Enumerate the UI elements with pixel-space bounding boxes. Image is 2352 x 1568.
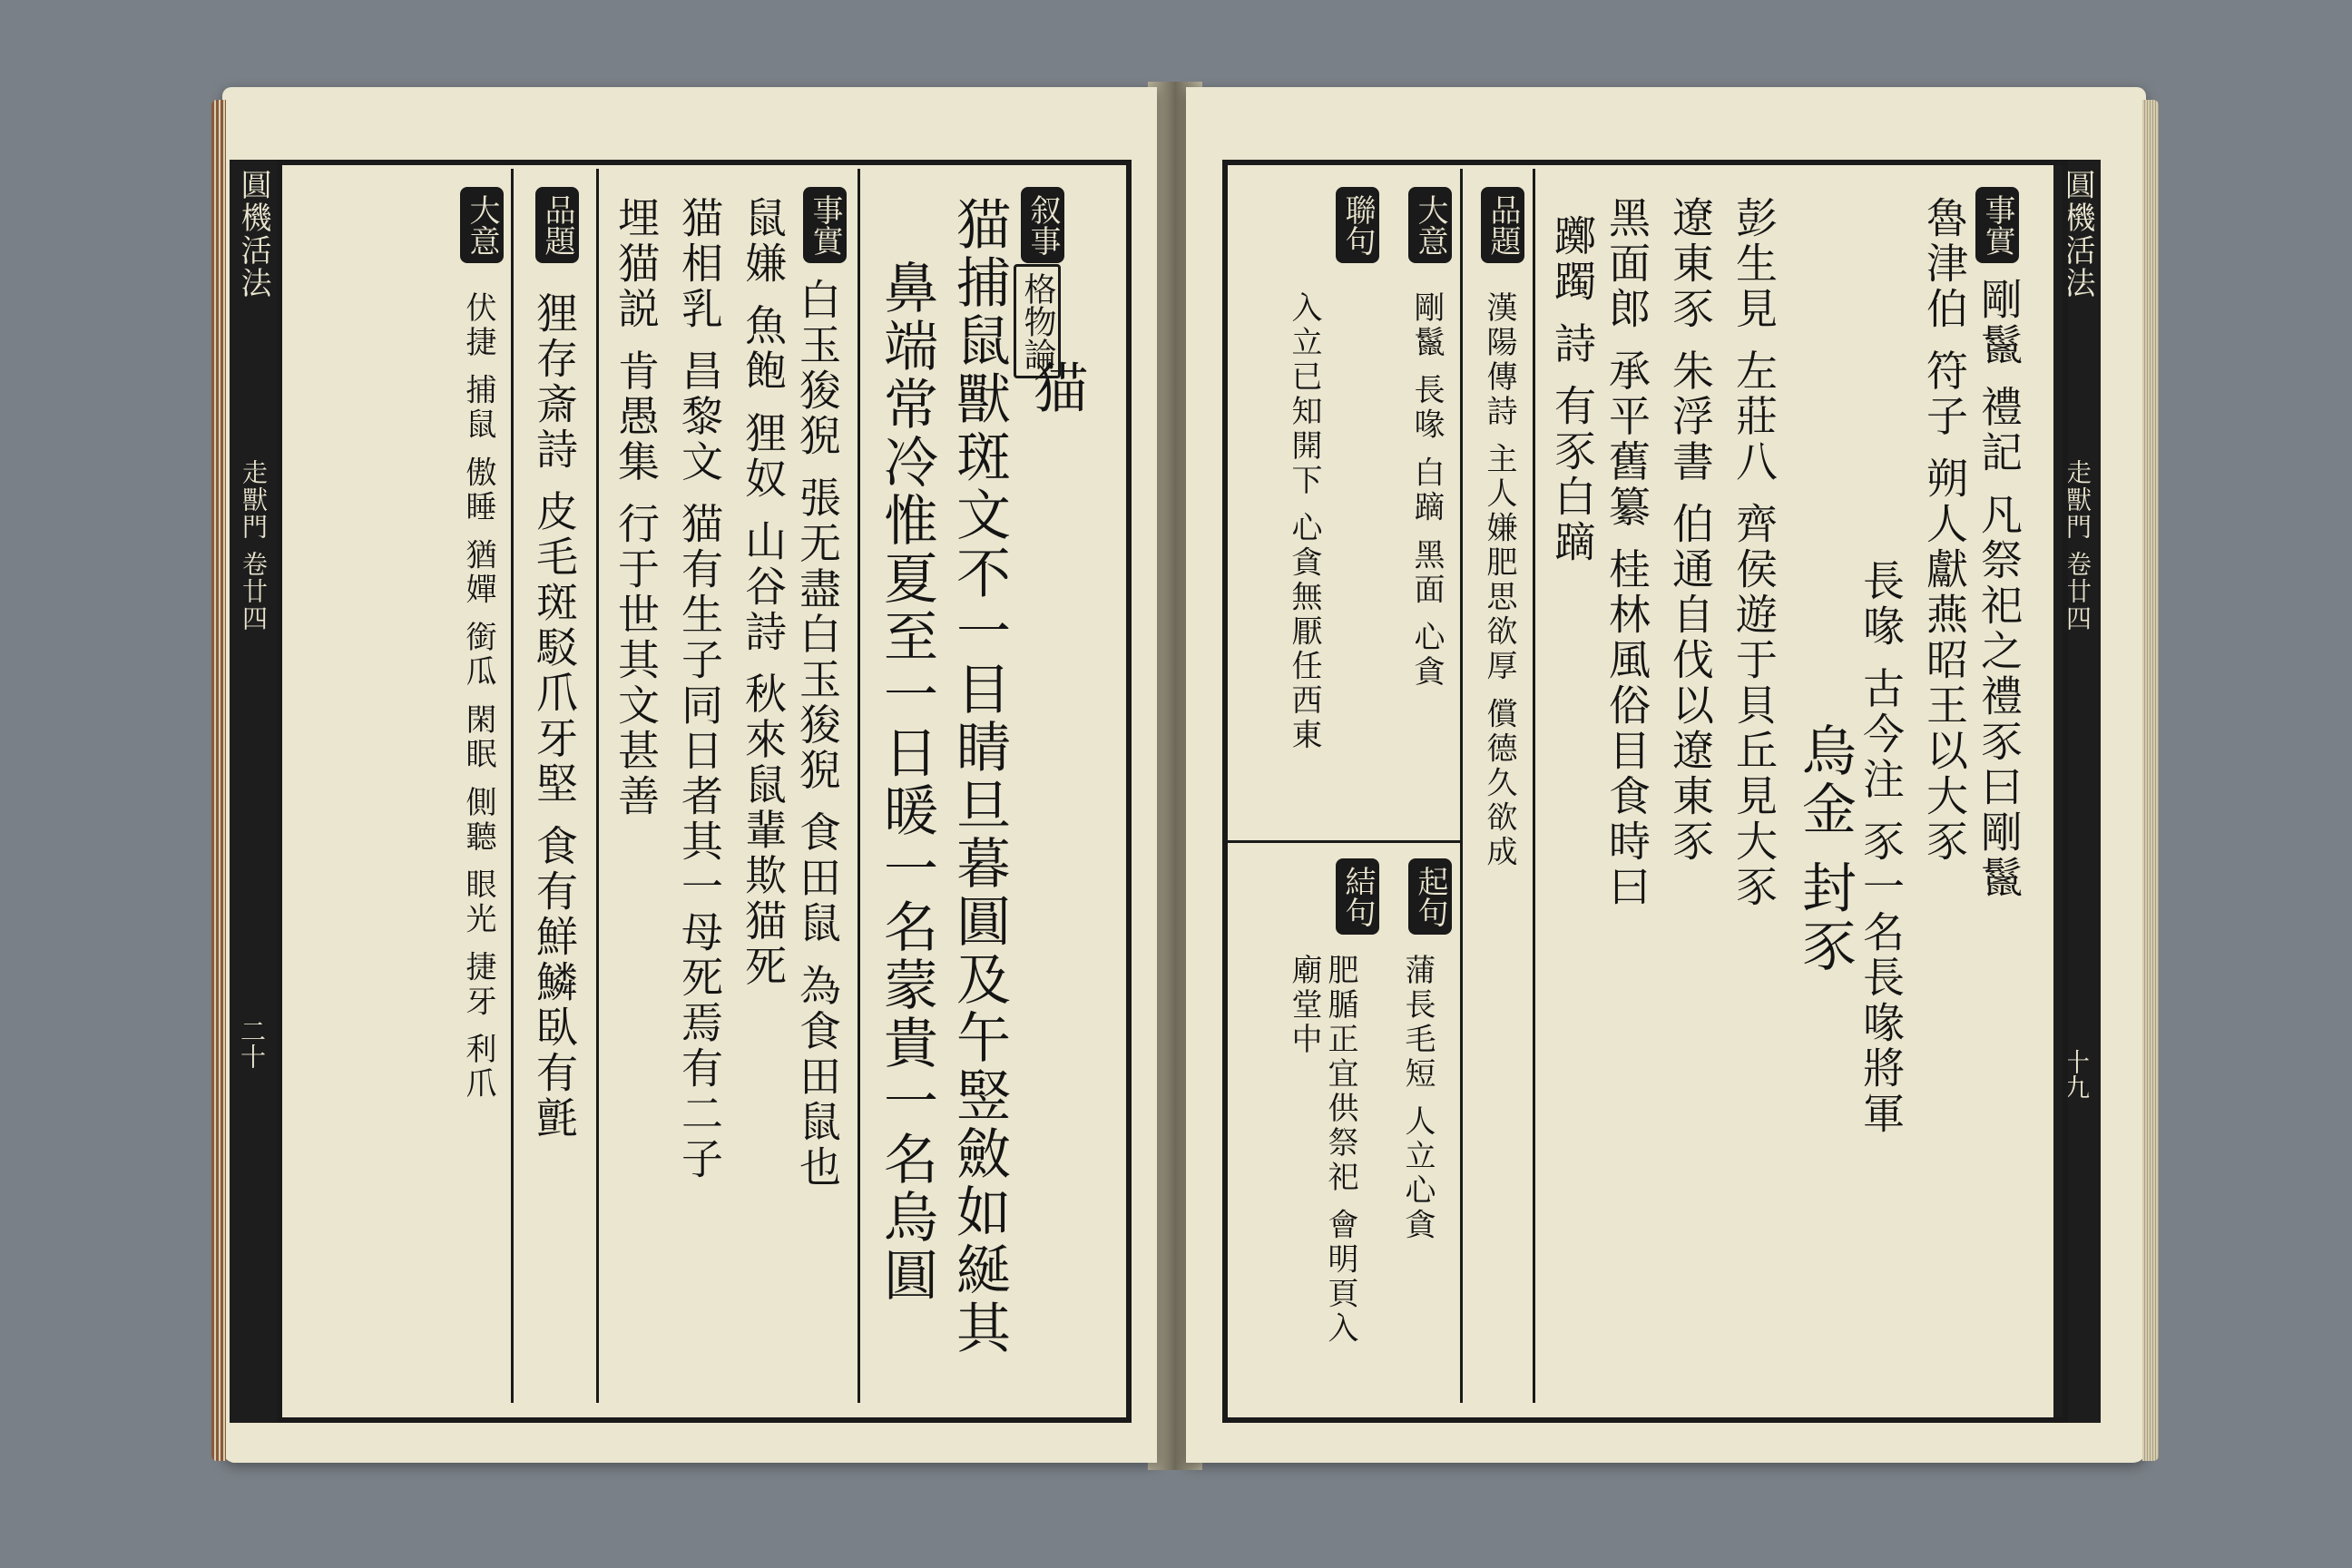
pig-meaning-col: 剛鬣 長喙 白蹢 黑面 心貪 [1408, 291, 1445, 691]
tag-meaning: 大意 [460, 187, 504, 263]
facts-col-2: 鼠嫌 魚飽 狸奴 山谷詩 秋來鼠輩欺猫死 [739, 196, 788, 990]
left-page [222, 87, 1157, 1463]
section-divider-r1 [1533, 169, 1535, 1403]
pig-col-5: 彭生見 左莊八 齊侯遊于貝丘見大豕 [1730, 196, 1779, 911]
tag-start: 起句 [1408, 858, 1452, 935]
pig-col-8: 躑躅 詩 有豕白蹢 [1548, 214, 1597, 566]
right-gutter-title: 圓機活法 [2059, 169, 2095, 299]
section-divider-1 [858, 169, 860, 1403]
tag-title: 品題 [535, 187, 579, 263]
meaning-col: 伏捷 捕鼠 傲睡 猶嬋 銜瓜 閑眠 側聽 眼光 捷牙 利爪 [460, 291, 496, 1102]
box-gewu: 格物論 [1014, 264, 1061, 378]
facts-col-4: 埋猫説 肯愚集 行于世其文甚善 [612, 196, 661, 820]
tag-narrative: 叙事 [1021, 187, 1064, 263]
left-gutter-band [230, 160, 277, 1423]
tag-couplet: 聯句 [1336, 187, 1379, 263]
tag-facts-right: 事實 [1975, 187, 2019, 263]
tag-end: 結句 [1336, 858, 1379, 935]
section-rule [1228, 840, 1460, 843]
left-page-number: 二十 [237, 1018, 267, 1069]
tag-title-right: 品題 [1481, 187, 1524, 263]
section-divider-2 [596, 169, 599, 1403]
page-edges-right [2142, 100, 2159, 1461]
tag-meaning-right: 大意 [1408, 187, 1452, 263]
left-gutter-title: 圓機活法 [235, 169, 271, 299]
narrative-col-2: 鼻端常冷惟夏至一日暖一名蒙貴一名烏圓 [875, 260, 938, 1305]
tag-facts: 事實 [803, 187, 847, 263]
narrative-col-1: 猫捕鼠獸斑文不一目睛旦暮圓及午竪斂如綖其 [947, 196, 1011, 1357]
pig-title-col: 漢陽傳詩 主人嫌肥思欲厚 償德久欲成 [1481, 291, 1517, 870]
page-edges-left [211, 100, 226, 1461]
entry-heading: 猫 [1024, 359, 1088, 417]
pig-start-col: 蒲長毛短 人立心貪 [1399, 954, 1436, 1243]
pig-col-6: 遼東豕 朱浮書 伯通自伐以遼東豕 [1666, 196, 1715, 866]
section-divider-3 [511, 169, 514, 1403]
pig-end-col: 肥腯正宜供祭祀 會明頁入廟堂中 [1286, 954, 1358, 1347]
pig-couplet-col: 入立已知開下 心貪無厭任西東 [1286, 291, 1322, 753]
facts-col-3: 猫相乳 昌黎文 猫有生子同日者其一母死焉有二子 [675, 196, 724, 1183]
pig-col-3: 長喙 古今注 豕一名長喙將軍 [1857, 559, 1906, 1138]
facts-col-1: 白玉狻猊 張无盡白玉狻猊 食田鼠 為食田鼠也 [793, 278, 842, 1191]
right-gutter-section: 走獸門 卷廿四 [2063, 459, 2092, 632]
title-col: 狸存斎詩 皮毛斑駁爪牙堅 食有鮮鱗臥有氈 [530, 291, 579, 1142]
open-book [222, 87, 2146, 1466]
section-divider-r2 [1460, 169, 1463, 1403]
pig-col-7: 黑面郎 承平舊纂 桂林風俗目食時曰 [1602, 196, 1651, 911]
right-page [1186, 87, 2146, 1463]
pig-col-1: 剛鬣 禮記 凡祭祀之禮豕曰剛鬣 [1975, 278, 2024, 902]
pig-col-2: 魯津伯 符子 朔人獻燕昭王以大豕 [1920, 196, 1969, 866]
right-page-number: 十九 [2061, 1049, 2091, 1100]
left-gutter-section: 走獸門 卷廿四 [239, 459, 269, 632]
pig-col-4: 烏金 封豕 [1793, 722, 1857, 976]
